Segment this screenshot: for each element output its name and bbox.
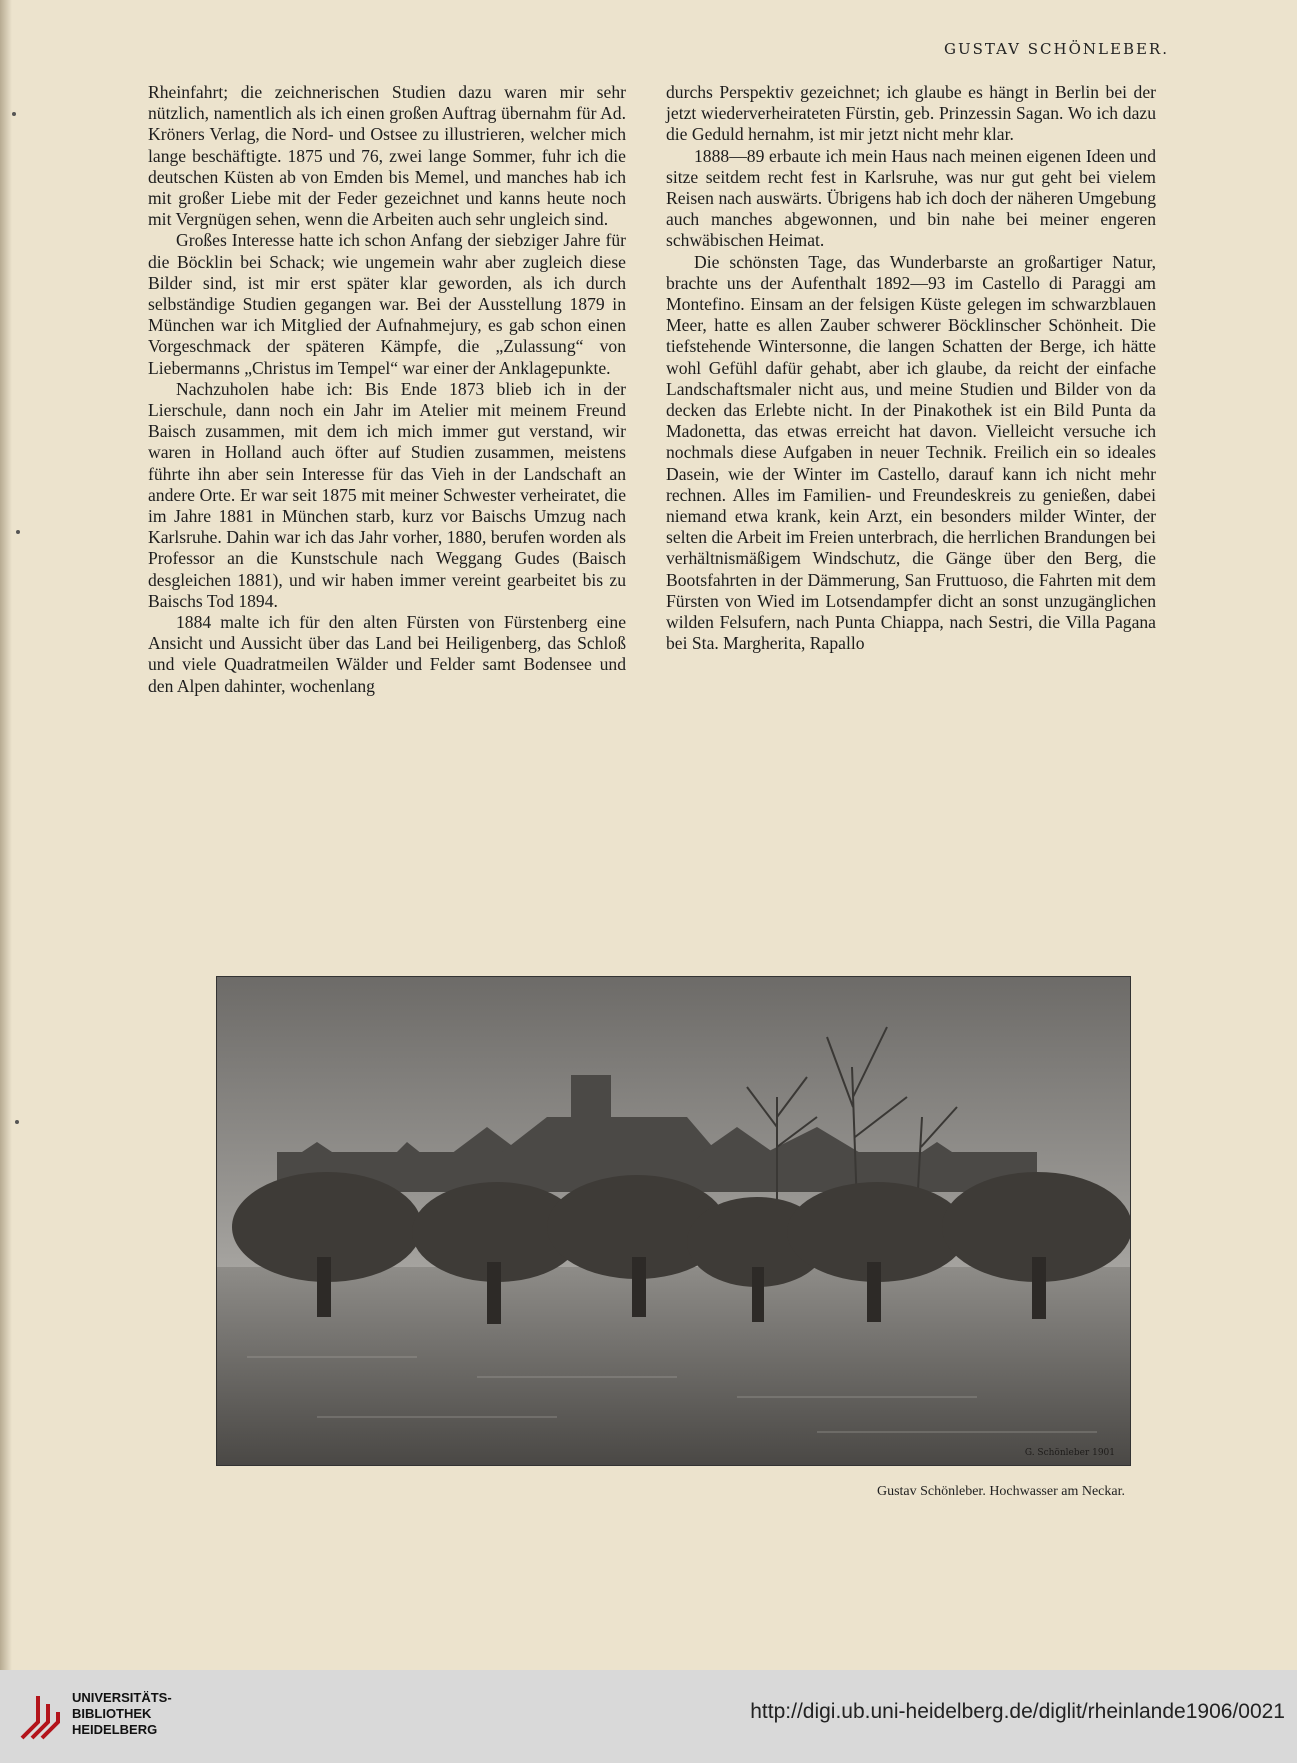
willow-bushes (232, 1172, 1130, 1287)
source-url-link[interactable]: http://digi.ub.uni-heidelberg.de/diglit/rheinlande1906/0021 (750, 1700, 1285, 1723)
left-text-column (148, 82, 626, 697)
paragraph: 1888—89 erbaute ich mein Haus nach meinen eigenen Ideen und sitze seitdem recht fest in Karlsruhe, was nur gut geht bei vielem Reisen nach auswärts. Übrigens hab ich doch der näheren Umgebung auch manches abgewonnen, und bin nahe bei meiner engeren schwäbischen Heimat. (666, 145, 1156, 251)
scan-speck (12, 112, 16, 116)
paragraph: Nachzuholen habe ich: Bis Ende 1873 blieb ich in der Lierschule, dann noch ein Jahr im Atelier mit meinem Freund Baisch zusammen, mit dem ich mich immer gut verstand, wir waren in Holland auch öfter auf Studien zusammen, meistens führte ihn aber sein Interesse für das Vieh in der Landschaft an andere Orte. Er war seit 1875 mit meiner Schwester verheiratet, die im Jahre 1881 in München starb, kurz vor Baischs Umzug nach Karlsruhe. Dahin war ich das Jahr vorher, 1880, berufen worden als Professor an die Kunstschule nach Weggang Gudes (Baisch desgleichen 1881), und wir haben immer vereint gearbeitet bis zu Baischs Tod 1894. (148, 378, 626, 611)
painting-reproduction (216, 976, 1131, 1466)
paragraph: Die schönsten Tage, das Wunderbarste an großartiger Natur, brachte uns der Aufenthalt 1892—93 im Castello di Paraggi am Montefino. Einsam an der felsigen Küste gelegen im schwarzblauen Meer, hatte es allen Zauber schwerer Böcklinscher Schönheit. Die tiefstehende Wintersonne, die langen Schatten der Berge, ich hätte wohl Gefühl dafür gehabt, aber ich glaube, da reicht der einfache Landschaftsmaler nicht aus, und meine Studien und Bilder von da decken das Erlebte nicht. In der Pinakothek ist ein Bild Punta da Madonetta, das etwas erreicht hat davon. Vielleicht versuche ich nochmals diese Aufgaben in neuer Technik. Freilich ein so ideales Dasein, wie der Winter im Castello, darauf kann ich nicht mehr rechnen. Alles im Familien- und Freundeskreis zu genießen, dabei niemand etwa krank, kein Arzt, ein besonders milder Winter, der selten die Arbeit im Freien unterbrach, die herrlichen Brandungen bei verhältnismäßigem Windschutz, die Gänge über den Berg, die Bootsfahrten in der Dämmerung, San Fruttuoso, die Fahrten mit dem Fürsten von Wied im Lotsendampfer dicht an sonst unzugänglichen wilden Felsufern, nach Punta Chiappa, nach Sestri, die Villa Pagana bei Sta. Margherita, Rapallo (666, 251, 1156, 654)
library-name-line: UNIVERSITÄTS- (72, 1690, 172, 1705)
flood-landscape-image (217, 977, 1130, 1465)
paragraph: durchs Perspektiv gezeichnet; ich glaube es hängt in Berlin bei der jetzt wiederverheirateten Fürstin, geb. Prinzessin Sagan. Wo ich dazu die Geduld hernahm, ist mir jetzt nicht mehr klar. (666, 82, 1156, 145)
running-head: GUSTAV SCHÖNLEBER. (944, 40, 1169, 58)
scan-speck (15, 1120, 19, 1124)
library-name-line: BIBLIOTHEK (72, 1706, 152, 1721)
library-name-line: HEIDELBERG (72, 1722, 158, 1737)
paragraph: Großes Interesse hatte ich schon Anfang der siebziger Jahre für die Böcklin bei Schack; wie ungemein wahr aber zugleich diese Bilder sind, ist mir erst später klar geworden, als ich durch selbständige Studien gegangen war. Bei der Ausstellung 1879 in München war ich Mitglied der Aufnahmejury, es gab schon einen Vorgeschmack der späteren Kämpfe, die „Zulassung“ von Liebermanns „Christus im Tempel“ war einer der Anklagepunkte. (148, 230, 626, 378)
paragraph: Rheinfahrt; die zeichnerischen Studien dazu waren mir sehr nützlich, namentlich als ich einen großen Auftrag übernahm für Ad. Kröners Verlag, die Nord- und Ostsee zu illustrieren, welcher mich lange beschäftigte. 1875 und 76, zwei lange Sommer, fuhr ich die deutschen Küsten ab von Emden bis Memel, und manches hab ich mit großer Liebe mit der Feder gezeichnet und kanns heute noch mit Vergnügen sehen, wenn die Arbeiten auch sehr ungleich sind. (148, 82, 626, 230)
scan-speck (16, 530, 20, 534)
painter-signature: G. Schönleber 1901 (1024, 1448, 1115, 1458)
right-text-column (666, 82, 1156, 654)
library-logo-icon (18, 1690, 62, 1744)
paragraph: 1884 malte ich für den alten Fürsten von Fürstenberg eine Ansicht und Aussicht über das Land bei Heiligenberg, das Schloß und viele Quadratmeilen Wälder und Felder samt Bodensee und den Alpen dahinter, wochenlang (148, 612, 626, 696)
library-name (72, 1690, 172, 1738)
page-spine-shadow (0, 0, 12, 1670)
footer-bar (0, 1670, 1297, 1763)
figure-caption: Gustav Schönleber. Hochwasser am Neckar. (876, 1484, 1125, 1499)
